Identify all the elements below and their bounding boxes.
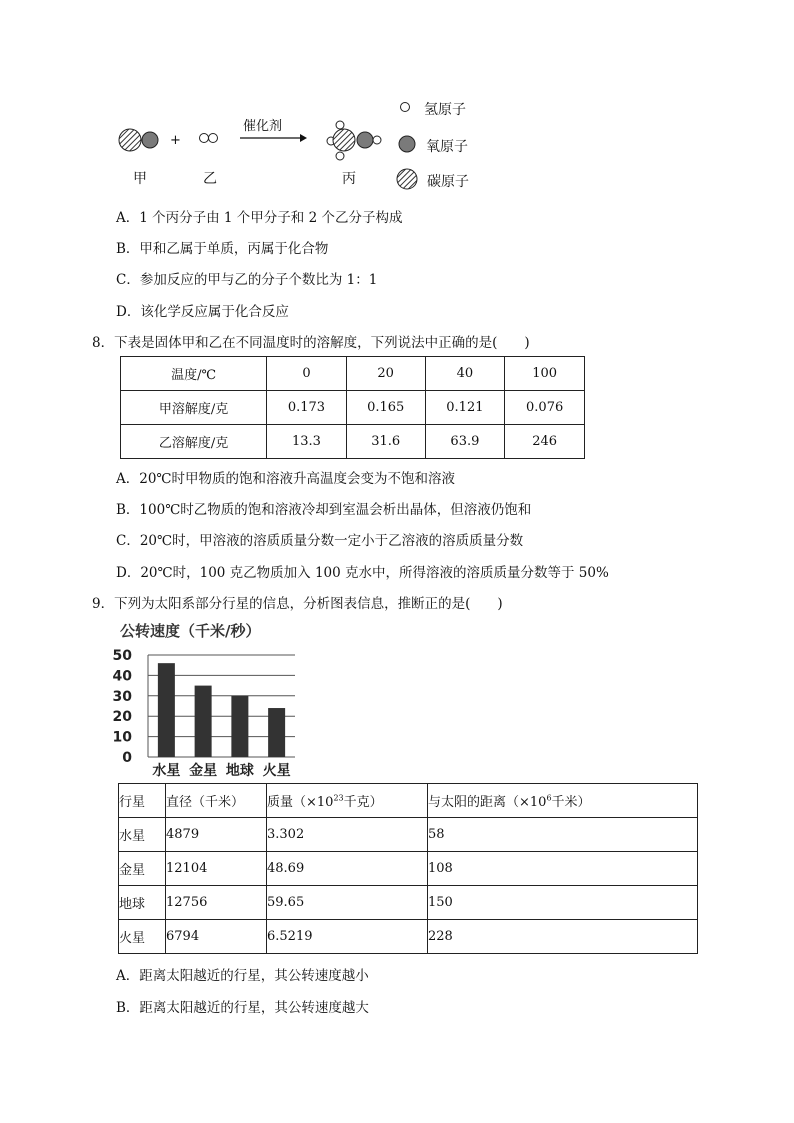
table-cell: 40 — [425, 357, 505, 391]
table-cell: 12104 — [166, 852, 267, 886]
y-tick-label: 0 — [122, 750, 132, 766]
reaction-diagram — [100, 95, 480, 195]
q9-option-a: A．距离太阳越近的行星，其公转速度越小 — [116, 968, 369, 984]
q7-option-d: D．该化学反应属于化合反应 — [116, 304, 289, 320]
q7-option-b: B．甲和乙属于单质，丙属于化合物 — [116, 241, 329, 257]
distance-header-exponent: 6 — [546, 793, 552, 803]
table-cell: 20 — [346, 357, 425, 391]
table-cell: 地球 — [119, 886, 166, 920]
x-tick-label: 地球 — [225, 763, 254, 779]
table-cell: 58 — [428, 818, 698, 852]
orbital-speed-chart — [110, 615, 310, 785]
table-cell: 31.6 — [346, 425, 425, 459]
label-yi: 乙 — [203, 171, 217, 187]
mass-header-exponent: 23 — [333, 793, 344, 803]
table-cell — [428, 784, 698, 818]
table-cell: 13.3 — [267, 425, 347, 459]
q7-option-c: C．参加反应的甲与乙的分子个数比为 1：1 — [116, 272, 378, 288]
y-tick-label: 30 — [112, 688, 132, 705]
legend-oxygen-label: 氧原子 — [426, 139, 468, 155]
catalyst-label: 催化剂 — [243, 119, 283, 134]
q8-option-b: B．100℃时乙物质的饱和溶液冷却到室温会析出晶体，但溶液仍饱和 — [116, 502, 532, 518]
q8-option-c: C．20℃时，甲溶液的溶质质量分数一定小于乙溶液的溶质质量分数 — [116, 533, 524, 549]
label-bing: 丙 — [342, 171, 356, 187]
table-cell: 59.65 — [267, 886, 428, 920]
table-cell: 乙溶解度/克 — [121, 425, 267, 459]
table-row — [121, 357, 585, 391]
table-cell: 0.121 — [425, 391, 505, 425]
distance-header-text: 与太阳的距离（×10 — [428, 795, 547, 810]
bar-水星 — [158, 663, 175, 757]
table-cell: 100 — [505, 357, 585, 391]
bar-火星 — [268, 708, 285, 757]
table-cell: 温度/℃ — [121, 357, 267, 391]
table-row — [119, 920, 698, 954]
molecule-yi-icon — [200, 134, 218, 143]
y-tick-label: 10 — [112, 729, 132, 746]
table-cell: 48.69 — [267, 852, 428, 886]
table-row — [119, 818, 698, 852]
q8-option-d: D．20℃时，100 克乙物质加入 100 克水中，所得溶液的溶质质量分数等于 50% — [116, 565, 609, 581]
molecule-jia-icon — [119, 129, 158, 151]
x-tick-label: 火星 — [262, 763, 291, 779]
mass-header-text: 质量（×10 — [267, 795, 334, 810]
table-row — [119, 784, 698, 818]
q9-stem: 9．下列为太阳系部分行星的信息，分析图表信息，推断正的是( ) — [92, 596, 503, 612]
y-tick-label: 40 — [112, 668, 132, 685]
bar-金星 — [195, 686, 212, 757]
carbon-atom-icon — [397, 169, 417, 189]
table-row — [119, 886, 698, 920]
q9-option-b: B．距离太阳越近的行星，其公转速度越大 — [116, 1000, 369, 1016]
y-tick-label: 20 — [112, 709, 132, 726]
q8-option-a: A．20℃时甲物质的饱和溶液升高温度会变为不饱和溶液 — [116, 471, 456, 487]
table-cell: 12756 — [166, 886, 267, 920]
table-cell: 6794 — [166, 920, 267, 954]
table-cell: 4879 — [166, 818, 267, 852]
table-cell: 108 — [428, 852, 698, 886]
table-cell: 0.173 — [267, 391, 347, 425]
chart-title: 公转速度（千米/秒） — [120, 622, 261, 640]
table-cell: 水星 — [119, 818, 166, 852]
mass-header-unit: 千克） — [343, 795, 383, 810]
x-tick-label: 水星 — [152, 763, 181, 779]
table-cell: 火星 — [119, 920, 166, 954]
table-cell: 3.302 — [267, 818, 428, 852]
plus-sign: + — [170, 133, 181, 148]
table-cell: 行星 — [119, 784, 166, 818]
table-cell: 直径（千米） — [166, 784, 267, 818]
table-row — [121, 425, 585, 459]
table-cell: 金星 — [119, 852, 166, 886]
planet-table — [118, 783, 698, 954]
bar-地球 — [231, 696, 248, 757]
table-cell: 0.076 — [505, 391, 585, 425]
oxygen-atom-icon — [399, 136, 415, 152]
table-cell: 6.5219 — [267, 920, 428, 954]
table-cell: 0.165 — [346, 391, 425, 425]
table-cell: 246 — [505, 425, 585, 459]
y-tick-label: 50 — [112, 648, 132, 664]
table-row — [119, 852, 698, 886]
reaction-arrow-icon — [240, 134, 307, 142]
hydrogen-atom-icon — [401, 103, 410, 112]
q7-option-a: A．1 个丙分子由 1 个甲分子和 2 个乙分子构成 — [116, 210, 403, 226]
legend-hydrogen-label: 氢原子 — [424, 102, 466, 118]
x-tick-label: 金星 — [189, 763, 218, 779]
table-cell: 228 — [428, 920, 698, 954]
solubility-table — [120, 356, 585, 459]
distance-header-unit: 千米） — [551, 795, 591, 810]
molecule-bing-icon — [327, 121, 381, 160]
label-jia: 甲 — [133, 171, 147, 187]
table-cell: 0 — [267, 357, 347, 391]
q8-stem: 8．下表是固体甲和乙在不同温度时的溶解度，下列说法中正确的是( ) — [92, 335, 530, 351]
table-cell: 63.9 — [425, 425, 505, 459]
table-cell: 甲溶解度/克 — [121, 391, 267, 425]
table-row — [121, 391, 585, 425]
table-cell: 150 — [428, 886, 698, 920]
legend-carbon-label: 碳原子 — [427, 174, 469, 190]
table-cell — [267, 784, 428, 818]
